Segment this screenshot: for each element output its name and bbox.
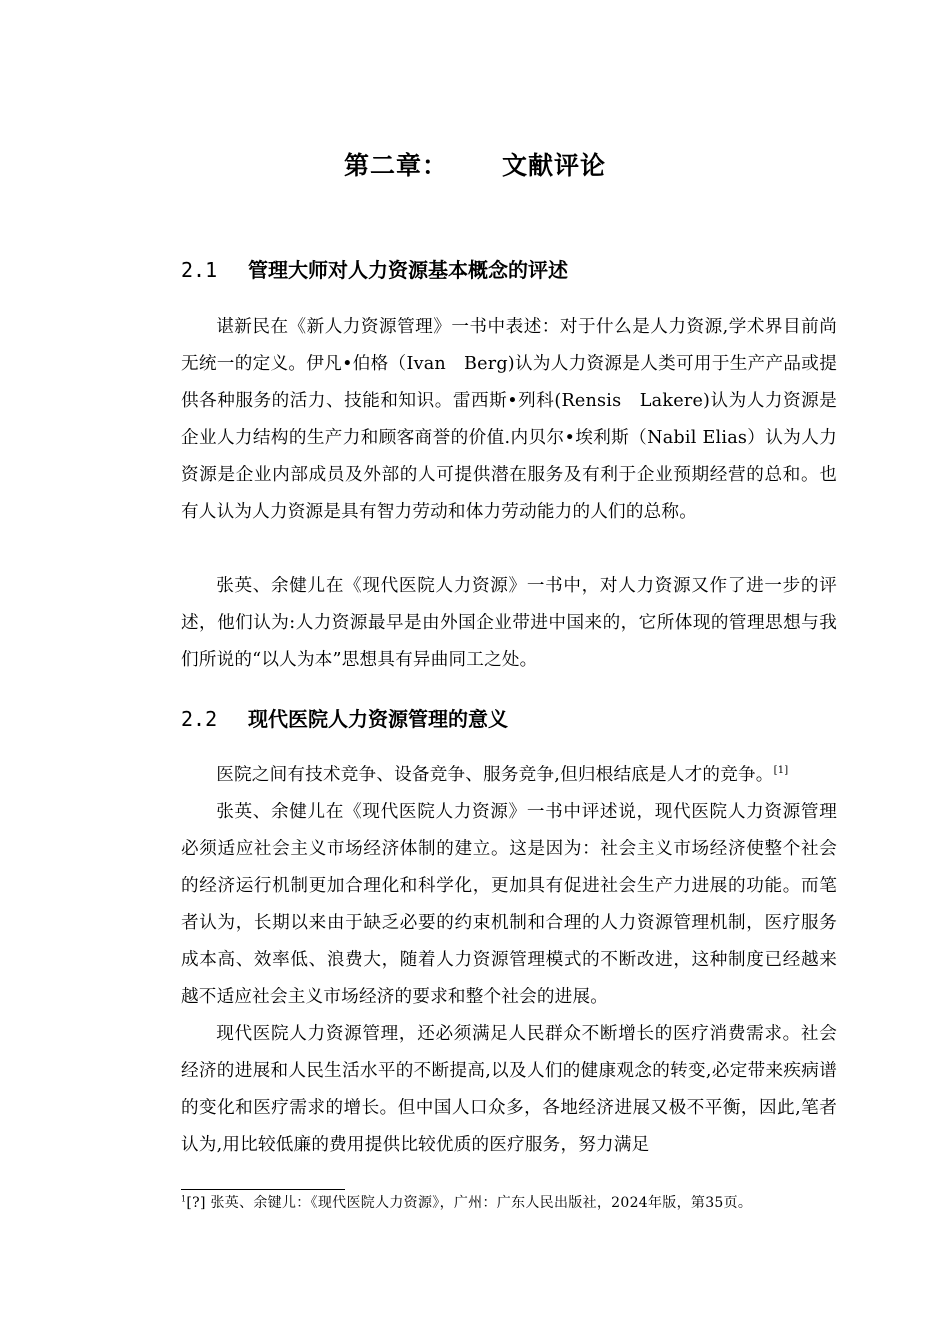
paragraph-text: 医院之间有技术竞争、设备竞争、服务竞争,但归根结底是人才的竞争。 [216, 765, 774, 785]
citation-mark[interactable]: [1] [773, 765, 789, 777]
footnote-mark: 1 [181, 1194, 187, 1204]
paragraph: 张英、余健儿在《现代医院人力资源》一书中，对人力资源又作了进一步的评述，他们认为:人力资源最早是由外国企业带进中国来的，它所体现的管理思想与我们所说的“以人为本”思想具有异曲同工之处。 [181, 576, 837, 670]
chapter-name: 文献评论 [502, 151, 607, 180]
section-number: 2.2 [181, 707, 218, 731]
footnote-text: [?] 张英、余键儿：《现代医院人力资源》，广州：广东人民出版社，2024年版，第35页。 [186, 1195, 753, 1211]
section-heading-2-2 [181, 703, 508, 732]
section-heading-2-1 [181, 254, 568, 283]
section-title: 现代医院人力资源管理的意义 [248, 707, 508, 731]
chapter-label: 第二章： [343, 151, 448, 180]
chapter-title [0, 146, 950, 182]
paragraph: 谌新民在《新人力资源管理》一书中表述：对于什么是人力资源,学术界目前尚无统一的定义。伊凡•伯格（Ivan Berg)认为人力资源是人类可用于生产产品或提供各种服务的活力、技能和知识。雷西斯•列科(Rensis Lakere)认为人力资源是企业人力结构的生产力和顾客商誉的价值.内贝尔•埃利斯（Nabil Elias）认为人力资源是企业内部成员及外部的人可提供潜在服务及有利于企业预期经营的总和。也有人认为人力资源是具有智力劳动和体力劳动能力的人们的总称。 [181, 317, 837, 522]
footnote [181, 1195, 837, 1212]
section-title: 管理大师对人力资源基本概念的评述 [248, 258, 568, 282]
paragraph: 现代医院人力资源管理，还必须满足人民群众不断增长的医疗消费需求。社会经济的进展和人民生活水平的不断提高,以及人们的健康观念的转变,必定带来疾病谱的变化和医疗需求的增长。但中国人口众多，各地经济进展又极不平衡，因此,笔者认为,用比较低廉的费用提供比较优质的医疗服务，努力满足 [181, 1024, 837, 1155]
paragraph [181, 757, 837, 794]
paragraph: 张英、余健儿在《现代医院人力资源》一书中评述说，现代医院人力资源管理必须适应社会主义市场经济体制的建立。这是因为：社会主义市场经济使整个社会的经济运行机制更加合理化和科学化，更加具有促进社会生产力进展的功能。而笔者认为，长期以来由于缺乏必要的约束机制和合理的人力资源管理机制，医疗服务成本高、效率低、浪费大，随着人力资源管理模式的不断改进，这种制度已经越来越不适应社会主义市场经济的要求和整个社会的进展。 [181, 802, 837, 1007]
section-number: 2.1 [181, 258, 218, 282]
footnote-divider [181, 1189, 345, 1190]
